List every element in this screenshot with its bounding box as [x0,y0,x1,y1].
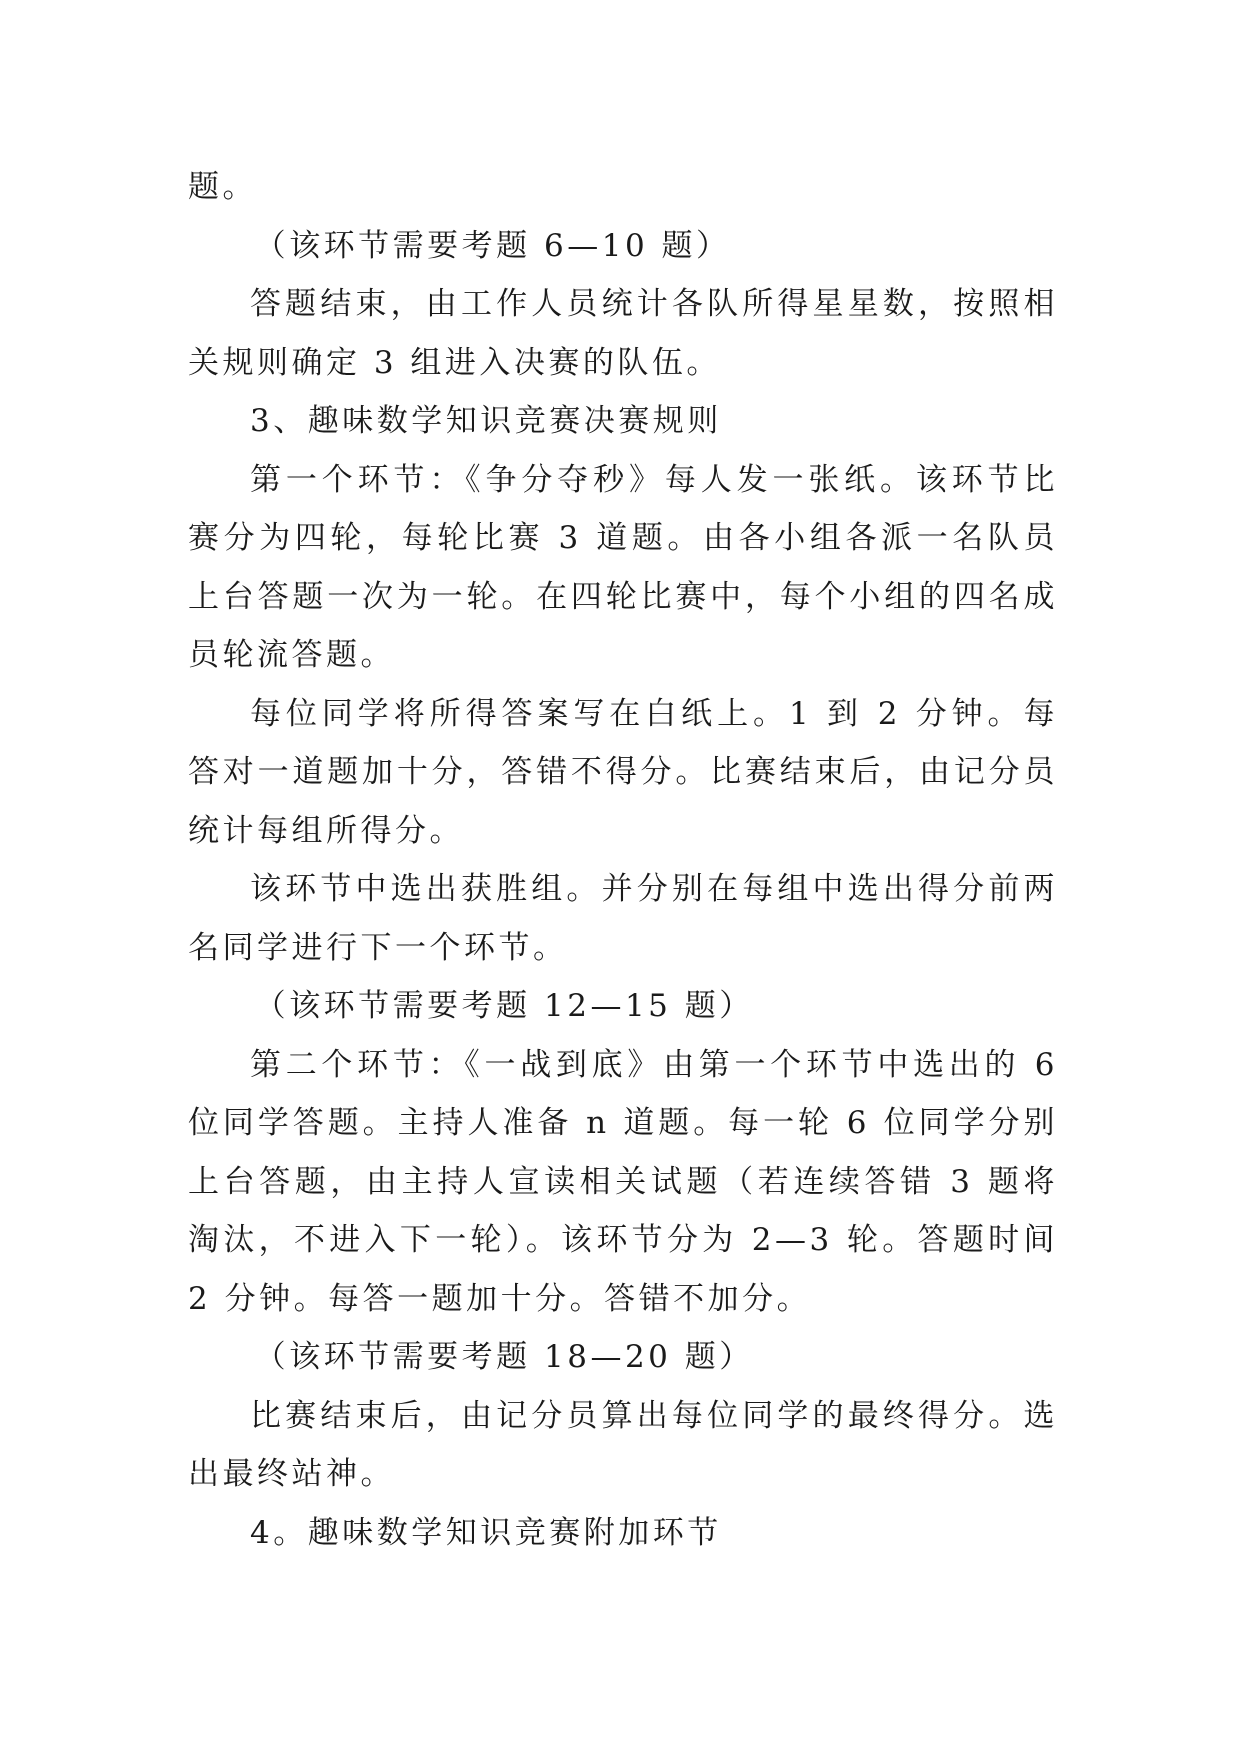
document-page [188,158,1058,1562]
section-heading: 3、趣味数学知识竞赛决赛规则 [250,403,722,439]
paragraph-body: 第一个环节：《争分夺秒》每人发一张纸。该环节比赛分为四轮，每轮比赛 3 道题。由各小组各派一名队员上台答题一次为一轮。在四轮比赛中，每个小组的四名成员轮流答题。 [188,461,1058,673]
paragraph-body: 答题结束，由工作人员统计各队所得星星数，按照相关规则确定 3 组进入决赛的队伍。 [188,286,1058,381]
paragraph-body: 比赛结束后，由记分员算出每位同学的最终得分。选出最终站神。 [188,1397,1058,1492]
paragraph-note: （该环节需要考题 6—10 题） [254,227,731,264]
paragraph-continuation: 题。 [188,169,257,205]
paragraph-note: （该环节需要考题 18—20 题） [254,1339,754,1375]
section-heading: 4。趣味数学知识竞赛附加环节 [250,1514,722,1551]
paragraph-body: 每位同学将所得答案写在白纸上。1 到 2 分钟。每答对一道题加十分，答错不得分。比赛结束后，由记分员统计每组所得分。 [188,695,1058,849]
paragraph-body: 第二个环节：《一战到底》由第一个环节中选出的 6 位同学答题。主持人准备 n 道题。每一轮 6 位同学分别上台答题，由主持人宣读相关试题（若连续答错 3 题将淘汰，不进入下一轮）。该环节分为 2—3 轮。答题时间 2 分钟。每答一题加十分。答错不加分。 [188,1046,1058,1317]
paragraph-note: （该环节需要考题 12—15 题） [254,988,754,1024]
paragraph-body: 该环节中选出获胜组。并分别在每组中选出得分前两名同学进行下一个环节。 [188,871,1058,966]
